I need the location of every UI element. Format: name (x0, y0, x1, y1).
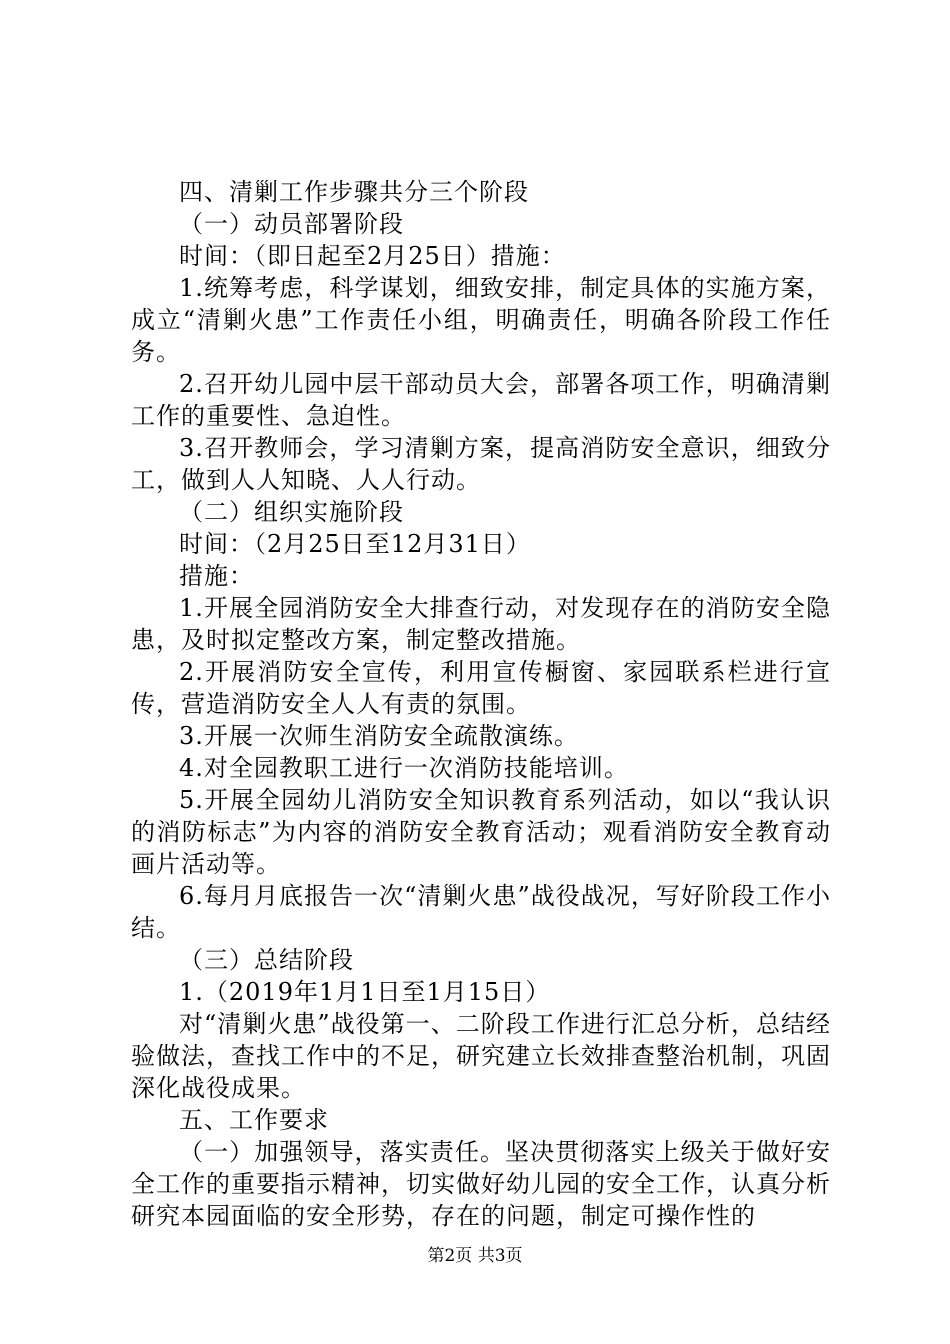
paragraph-item: 1.开展全园消防安全大排查行动，对发现存在的消防安全隐患，及时拟定整改方案，制定整改措施。 (131, 594, 831, 654)
paragraph-item: （一）加强领导，落实责任。坚决贯彻落实上级关于做好安全工作的重要指示精神，切实做好幼儿园的安全工作，认真分析研究本园面临的安全形势，存在的问题，制定可操作性的 (131, 1138, 831, 1230)
paragraph-item: 2.召开幼儿园中层干部动员大会，部署各项工作，明确清剿工作的重要性、急迫性。 (131, 370, 831, 430)
paragraph-time-3: 1.（2019年1月1日至1月15日） (179, 978, 551, 1006)
paragraph-item: 5.开展全园幼儿消防安全知识教育系列活动，如以“我认识的消防标志”为内容的消防安全教育活动；观看消防安全教育动画片活动等。 (131, 786, 831, 878)
paragraph-item: 3.召开教师会，学习清剿方案，提高消防安全意识，细致分工，做到人人知晓、人人行动。 (131, 434, 831, 494)
paragraph-measures-label: 措施： (179, 562, 254, 590)
paragraph-time-1: 时间：（即日起至2月25日）措施： (179, 242, 566, 270)
section-heading-four: 四、清剿工作步骤共分三个阶段 (179, 178, 529, 206)
page-footer: 第2页 共3页 (427, 1246, 523, 1266)
paragraph-item: 对“清剿火患”战役第一、二阶段工作进行汇总分析，总结经验做法，查找工作中的不足，研究建立长效排查整治机制，巩固深化战役成果。 (131, 1010, 831, 1102)
paragraph-time-2: 时间：（2月25日至12月31日） (179, 530, 531, 558)
subheading-implementation: （二）组织实施阶段 (179, 498, 404, 526)
paragraph-item: 3.开展一次师生消防安全疏散演练。 (179, 722, 579, 750)
document-body (131, 176, 831, 1232)
subheading-summary: （三）总结阶段 (179, 946, 354, 974)
subheading-mobilization: （一）动员部署阶段 (179, 210, 404, 238)
section-heading-five: 五、工作要求 (179, 1106, 329, 1134)
paragraph-item: 6.每月月底报告一次“清剿火患”战役战况，写好阶段工作小结。 (131, 882, 831, 942)
paragraph-item: 1.统筹考虑，科学谋划，细致安排，制定具体的实施方案，成立“清剿火患”工作责任小组，明确责任，明确各阶段工作任务。 (131, 274, 831, 366)
paragraph-item: 4.对全园教职工进行一次消防技能培训。 (179, 754, 629, 782)
paragraph-item: 2.开展消防安全宣传，利用宣传橱窗、家园联系栏进行宣传，营造消防安全人人有责的氛围。 (131, 658, 831, 718)
